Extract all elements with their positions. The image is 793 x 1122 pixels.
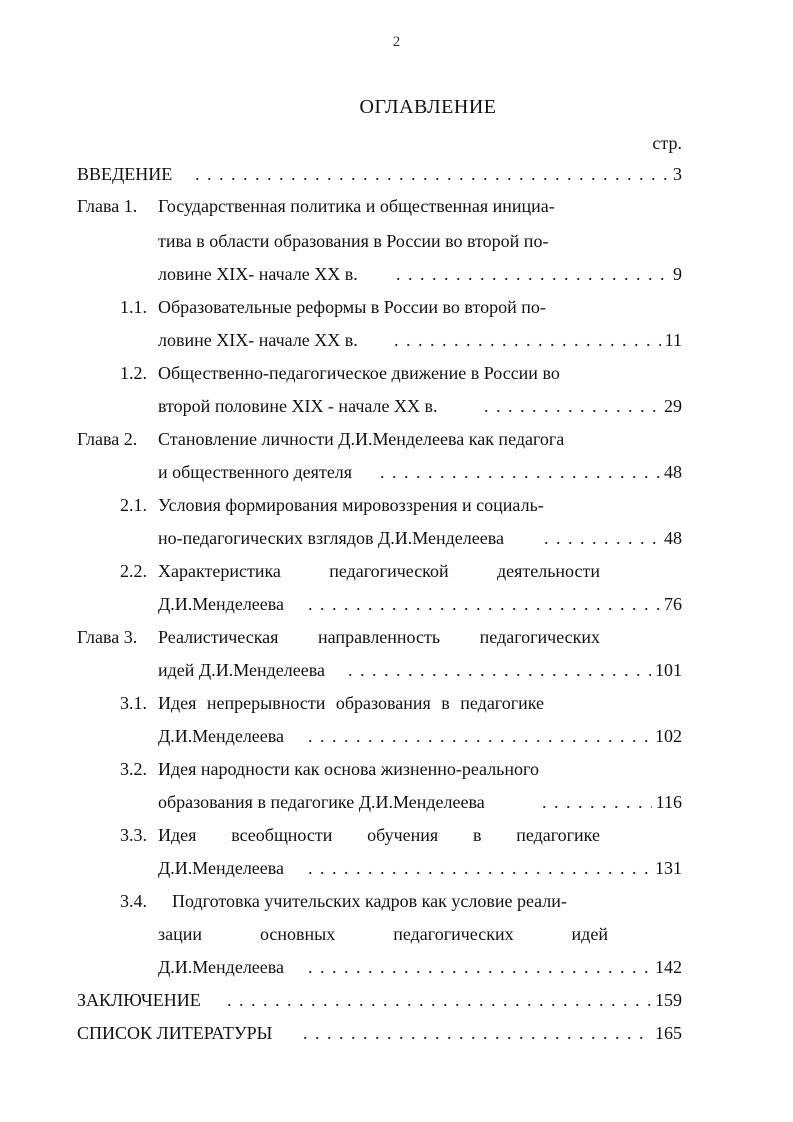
toc-entry-section-3-2-line-2 (158, 789, 682, 815)
toc-page-number: 3 (673, 164, 682, 184)
toc-leader (542, 789, 682, 815)
toc-section-label: 2.1. (120, 495, 147, 515)
toc-entry-section-2-1[interactable] (120, 492, 682, 518)
toc-leader (308, 954, 682, 980)
toc-entry-section-3-4-line-3 (158, 954, 682, 980)
toc-entry-title-line (158, 558, 600, 584)
toc-word: всеобщности (231, 825, 333, 845)
toc-section-label: 3.4. (120, 891, 147, 911)
toc-word: направленность (318, 627, 441, 647)
toc-page-number: 159 (655, 990, 682, 1010)
toc-section-label: 2.2. (120, 561, 147, 581)
toc-entry-section-3-2[interactable] (120, 756, 682, 782)
toc-entry-title-line: Д.И.Менделеева (158, 726, 285, 746)
toc-page-number: 142 (655, 957, 682, 977)
toc-entry-section-1-2[interactable] (120, 360, 682, 386)
toc-entry-section-2-1-line-2 (158, 525, 682, 551)
toc-entry-title-line: Идея непрерывности образования в педагогике (158, 693, 545, 713)
toc-page-number: 101 (655, 660, 682, 680)
toc-page-number: 165 (655, 1023, 682, 1043)
toc-entry-chapter-2[interactable] (77, 426, 682, 452)
toc-entry-title-line: Д.И.Менделеева (158, 957, 285, 977)
toc-entry-title-line: и общественного деятеля (158, 462, 353, 482)
toc-page-number: 48 (664, 528, 682, 548)
toc-leader (303, 1020, 682, 1046)
toc-entry-title: ЗАКЛЮЧЕНИЕ (77, 990, 201, 1010)
toc-entry-title-line (158, 624, 600, 650)
toc-entry-section-1-1[interactable] (120, 294, 682, 320)
toc-entry-title-line: образования в педагогике Д.И.Менделеева (158, 792, 485, 812)
toc-entry-references[interactable] (77, 1020, 682, 1046)
toc-entry-intro[interactable] (77, 161, 682, 187)
toc-word: Идея (158, 825, 197, 845)
toc-entry-section-3-1-line-2 (158, 723, 682, 749)
toc-entry-title-line (158, 822, 600, 848)
toc-entry-title-line: Становление личности Д.И.Менделеева как педагога (158, 429, 565, 449)
toc-entry-section-3-3[interactable] (120, 822, 682, 848)
toc-entry-chapter-1[interactable] (77, 193, 682, 219)
toc-entry-section-1-2-line-2 (158, 393, 682, 419)
toc-leader (484, 393, 682, 419)
toc-entry-title-line: Условия формирования мировоззрения и социаль- (158, 495, 544, 515)
toc-leader (227, 987, 682, 1013)
toc-entry-conclusion[interactable] (77, 987, 682, 1013)
toc-entry-title-line: второй половине XIX - начале XX в. (158, 396, 438, 416)
toc-entry-chapter-1-line-3 (158, 261, 682, 287)
toc-word: идей (571, 924, 608, 944)
toc-page-number: 131 (655, 858, 682, 878)
toc-section-label: 3.1. (120, 693, 147, 713)
toc-leader (308, 591, 682, 617)
toc-entry-title-line: ловине XIX- начале XX в. (158, 264, 358, 284)
toc-entry-title-line: Государственная политика и общественная инициа- (158, 196, 555, 216)
page-column-label: стр. (652, 133, 682, 153)
toc-word: основных (259, 924, 336, 944)
toc-leader (195, 161, 682, 187)
toc-chapter-label: Глава 3. (77, 627, 138, 647)
toc-page-number: 116 (655, 792, 682, 812)
toc-entry-title-line: Д.И.Менделеева (158, 858, 285, 878)
toc-entry-chapter-3-line-2 (158, 657, 682, 683)
toc-entry-section-2-2-line-2 (158, 591, 682, 617)
toc-page-number: 76 (664, 594, 682, 614)
toc-entry-title-line: но-педагогических взглядов Д.И.Менделеева (158, 528, 504, 548)
toc-entry-title-line: тива в области образования в России во второй по- (158, 231, 549, 251)
toc-entry-chapter-1-line-2 (77, 228, 682, 254)
toc-entry-title-line: идей Д.И.Менделеева (158, 660, 325, 680)
toc-leader (544, 525, 682, 551)
toc-leader (396, 261, 682, 287)
toc-entry-title: СПИСОК ЛИТЕРАТУРЫ (77, 1023, 273, 1043)
toc-word: Характеристика (158, 561, 281, 581)
toc-section-label: 3.2. (120, 759, 147, 779)
toc-entry-title-line: Д.И.Менделеева (158, 594, 285, 614)
toc-chapter-label: Глава 1. (77, 196, 138, 216)
toc-entry-title-line: Образовательные реформы в России во второй по- (158, 297, 546, 317)
toc-chapter-label: Глава 2. (77, 429, 138, 449)
toc-entry-section-2-2[interactable] (120, 558, 682, 584)
toc-entry-section-1-1-line-2 (158, 327, 682, 353)
toc-word: педагогике (516, 825, 600, 845)
toc-entry-section-3-4-line-2 (158, 921, 682, 947)
page-title: ОГЛАВЛЕНИЕ (359, 96, 497, 118)
toc-leader (394, 327, 682, 353)
toc-leader (348, 657, 682, 683)
toc-entry-section-3-1[interactable] (120, 690, 682, 716)
toc-page-number: 48 (664, 462, 682, 482)
toc-section-label: 3.3. (120, 825, 147, 845)
page-number: 2 (392, 34, 401, 50)
toc-section-label: 1.2. (120, 363, 147, 383)
toc-leader (380, 459, 682, 485)
toc-entry-section-3-3-line-2 (158, 855, 682, 881)
toc-word: педагогических (479, 627, 600, 647)
toc-word: педагогических (393, 924, 514, 944)
toc-entry-title-line: Подготовка учительских кадров как условие реали- (172, 891, 567, 911)
toc-entry-section-3-4[interactable] (120, 888, 682, 914)
toc-leader (308, 723, 682, 749)
toc-word: педагогической (329, 561, 449, 581)
toc-page-number: 11 (664, 330, 682, 350)
toc-leader (308, 855, 682, 881)
toc-page-number: 102 (655, 726, 682, 746)
toc-section-label: 1.1. (120, 297, 147, 317)
toc-word: деятельности (496, 561, 600, 581)
toc-word: зации (158, 924, 202, 944)
toc-entry-title-line: Идея народности как основа жизненно-реального (158, 759, 539, 779)
toc-entry-title-line: ловине XIX- начале XX в. (158, 330, 358, 350)
toc-word: обучения (367, 825, 439, 845)
toc-word: Реалистическая (158, 627, 279, 647)
toc-entry-title-line (158, 921, 608, 947)
toc-entry-chapter-3[interactable] (77, 624, 682, 650)
toc-entry-title-line: Общественно-педагогическое движение в России во (158, 363, 560, 383)
toc-entry-chapter-2-line-2 (158, 459, 682, 485)
toc-entry-title: ВВЕДЕНИЕ (77, 164, 173, 184)
toc-word: в (472, 825, 482, 845)
toc-page-number: 29 (664, 396, 682, 416)
toc-page-number: 9 (673, 264, 682, 284)
